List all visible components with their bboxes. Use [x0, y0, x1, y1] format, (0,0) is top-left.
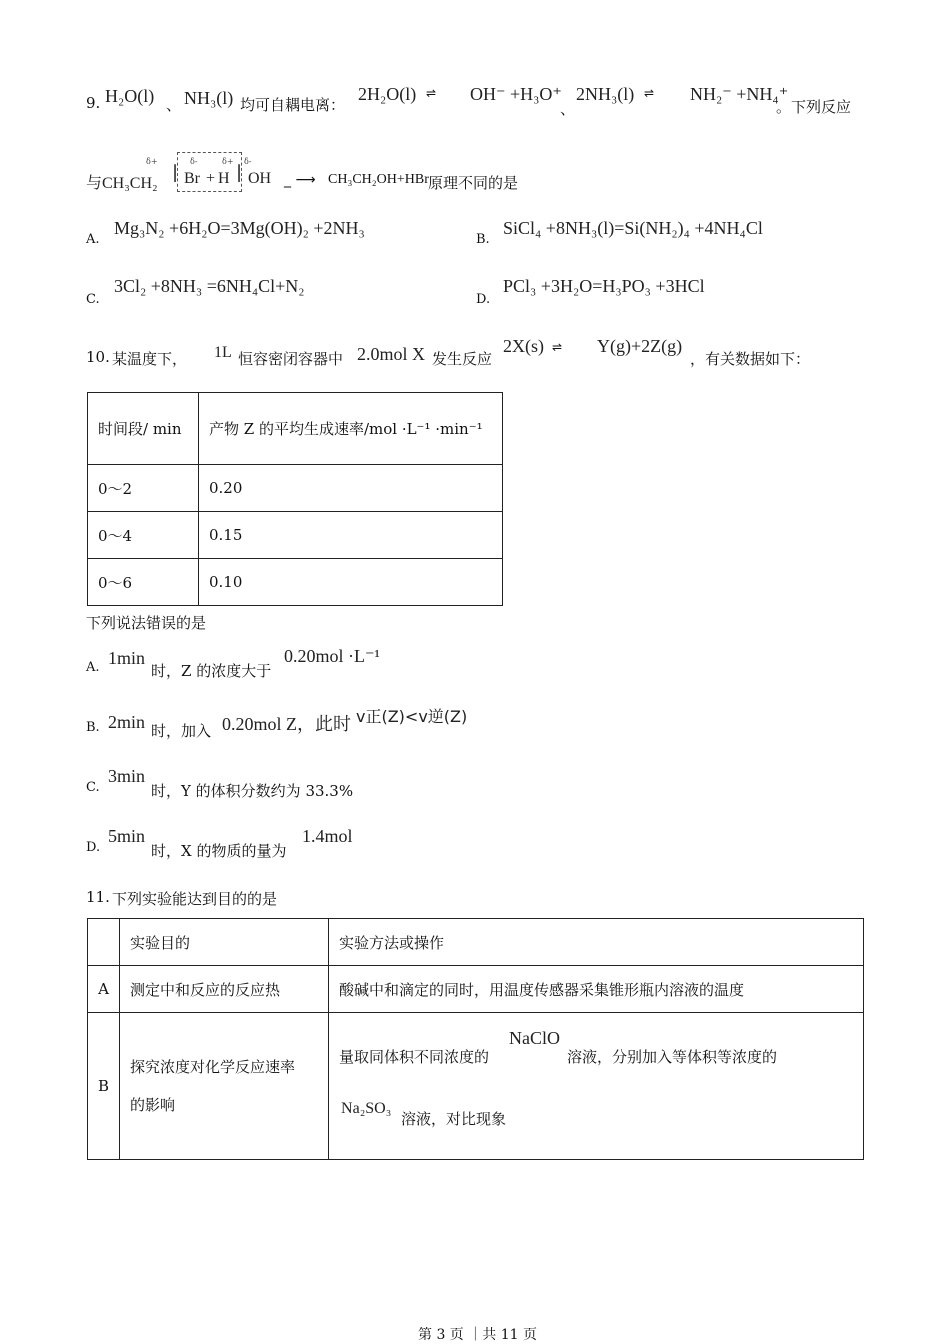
q9-stem-intro: 均可自耦电离： — [240, 96, 346, 114]
table-cell: 0.15 — [199, 512, 503, 559]
table-header-cell — [88, 919, 120, 966]
q10-option-b-pre: 2min — [108, 712, 146, 732]
table-header-cell: 产物 Z 的平均生成速率/mol ·L⁻¹ ·min⁻¹ — [199, 393, 503, 465]
q10-option-b-post: 0.20mol Z，此时 — [222, 714, 351, 734]
method-pre: 量取同体积不同浓度的 — [339, 1048, 490, 1066]
equilibrium-arrow-icon: ⇌ — [552, 340, 563, 354]
q10-option-d-text[interactable]: 时，X 的物质的量为 — [151, 842, 287, 860]
method-chem-naclo: NaClO — [509, 1028, 561, 1048]
q10-option-c-label: C. — [86, 780, 100, 795]
q10-option-c-pre: 3min — [108, 766, 146, 786]
q9-eq2-right: NH₂⁻ +NH₄⁺ — [690, 84, 789, 104]
table-row — [88, 512, 503, 559]
q10-option-a-text[interactable]: 时，Z 的浓度大于 — [151, 662, 272, 680]
table-header-cell: 时间段/ min — [88, 393, 199, 465]
q9-option-a-label: A. — [86, 232, 100, 247]
table-cell-goal — [120, 1013, 329, 1160]
equilibrium-arrow-icon: ⇌ — [426, 86, 437, 100]
table-cell-goal: 测定中和反应的反应热 — [120, 966, 329, 1013]
q9-stem-tail: 。下列反应 — [776, 98, 852, 116]
table-cell: 0～2 — [88, 465, 199, 512]
q9-h: H — [218, 170, 230, 187]
table-cell: 0～4 — [88, 512, 199, 559]
table-cell: 0～6 — [88, 559, 199, 606]
q9-option-b[interactable]: SiCl₄ +8NH₃(l)=Si(NH₂)₄ +4NH₄Cl — [503, 218, 763, 238]
q9-ammonia: NH₃(l) — [184, 88, 234, 108]
q10-stem2: 恒容密闭容器中 — [238, 350, 344, 368]
q9-br: Br — [184, 170, 200, 187]
table-header-row — [88, 393, 503, 465]
q9-number: 9. — [86, 94, 101, 112]
q9-sep1: 、 — [166, 96, 182, 114]
table-row — [88, 1013, 864, 1160]
q9-option-d[interactable]: PCl₃ +3H₂O=H₃PO₃ +3HCl — [503, 276, 705, 296]
q9-option-b-label: B. — [476, 232, 490, 247]
equilibrium-arrow-icon: ⇌ — [644, 86, 655, 100]
method-line-2 — [339, 1090, 853, 1150]
method-line-1 — [339, 1022, 853, 1090]
q9-eq1-right: OH⁻ +H₃O⁺ — [470, 84, 562, 104]
q9-eq2-left: 2NH₃(l) — [576, 84, 635, 104]
table-row — [88, 966, 864, 1013]
q10-eq-right: Y(g)+2Z(g) — [597, 336, 683, 356]
q9-plus: + — [206, 170, 216, 187]
q10-stem1: 某温度下， — [112, 350, 188, 368]
q9-line2-start: 与CH₃CH₂ — [86, 175, 158, 192]
q9-water: H₂O(l) — [105, 86, 155, 106]
q10-option-d-pre: 5min — [108, 826, 146, 846]
q9-option-c-label: C. — [86, 292, 100, 307]
q10-data-table — [87, 392, 503, 606]
method-chem-na2so3: Na₂SO₃ — [341, 1100, 392, 1117]
delta-minus-2: δ- — [244, 157, 252, 166]
table-header-row — [88, 919, 864, 966]
q10-option-d-label: D. — [86, 840, 101, 855]
q10-option-c-text[interactable]: 时，Y 的体积分数约为 33.3% — [151, 782, 354, 800]
q10-question: 下列说法错误的是 — [86, 614, 207, 632]
table-cell-method — [329, 1013, 864, 1160]
method-post: 溶液，对比现象 — [401, 1110, 507, 1128]
table-cell-key: A — [88, 966, 120, 1013]
table-cell: 0.20 — [199, 465, 503, 512]
q9-option-d-label: D. — [476, 292, 491, 307]
q10-option-a-post: 0.20mol ·L⁻¹ — [284, 646, 380, 666]
q9-line2-eq-right: CH₃CH₂OH+HBr — [328, 172, 429, 187]
q9-oh: OH — [248, 170, 272, 187]
table-cell: 0.10 — [199, 559, 503, 606]
q10-volume: 1L — [214, 344, 232, 361]
table-row — [88, 559, 503, 606]
q9-option-c[interactable]: 3Cl₂ +8NH₃ =6NH₄Cl+N₂ — [114, 276, 305, 296]
q10-option-a-pre: 1min — [108, 648, 146, 668]
q10-option-b-extra: v正(Z)<v逆(Z) — [356, 707, 468, 726]
reaction-arrow-icon: _ ⟶ — [284, 172, 316, 188]
bond-line-icon: | — [236, 162, 243, 183]
q10-number: 10. — [86, 348, 110, 366]
q11-stem: 下列实验能达到目的的是 — [112, 890, 278, 908]
q10-stem3: 发生反应 — [432, 350, 493, 368]
delta-minus-1: δ- — [190, 157, 198, 166]
q10-option-b-text[interactable]: 时，加入 — [151, 722, 212, 740]
q10-amount: 2.0mol X — [357, 344, 426, 364]
q10-option-b-label: B. — [86, 720, 100, 735]
q10-option-d-post: 1.4mol — [302, 826, 353, 846]
delta-plus-2: δ+ — [222, 157, 234, 166]
goal-line-2: 的影响 — [130, 1096, 176, 1114]
page-footer: 第 3 页 ｜共 11 页 — [418, 1327, 537, 1343]
table-cell-key: B — [88, 1013, 120, 1160]
table-row — [88, 465, 503, 512]
q11-number: 11. — [86, 888, 110, 906]
table-header-cell: 实验方法或操作 — [329, 919, 864, 966]
q10-option-a-label: A. — [86, 660, 100, 675]
q9-line2-tail: 原理不同的是 — [428, 174, 519, 192]
goal-line-1: 探究浓度对化学反应速率 — [130, 1058, 296, 1076]
q10-stem4: ，有关数据如下： — [690, 350, 811, 368]
method-mid: 溶液，分别加入等体积等浓度的 — [567, 1048, 778, 1066]
q9-sep2: 、 — [560, 100, 576, 118]
delta-plus-1: δ+ — [146, 157, 158, 166]
bond-line-icon: | — [172, 162, 179, 183]
q9-eq1-left: 2H₂O(l) — [358, 84, 417, 104]
q11-experiment-table — [87, 918, 864, 1160]
q10-eq-left: 2X(s) — [503, 336, 544, 356]
table-cell-method: 酸碱中和滴定的同时，用温度传感器采集锥形瓶内溶液的温度 — [329, 966, 864, 1013]
table-header-cell: 实验目的 — [120, 919, 329, 966]
q9-option-a[interactable]: Mg₃N₂ +6H₂O=3Mg(OH)₂ +2NH₃ — [114, 218, 365, 238]
